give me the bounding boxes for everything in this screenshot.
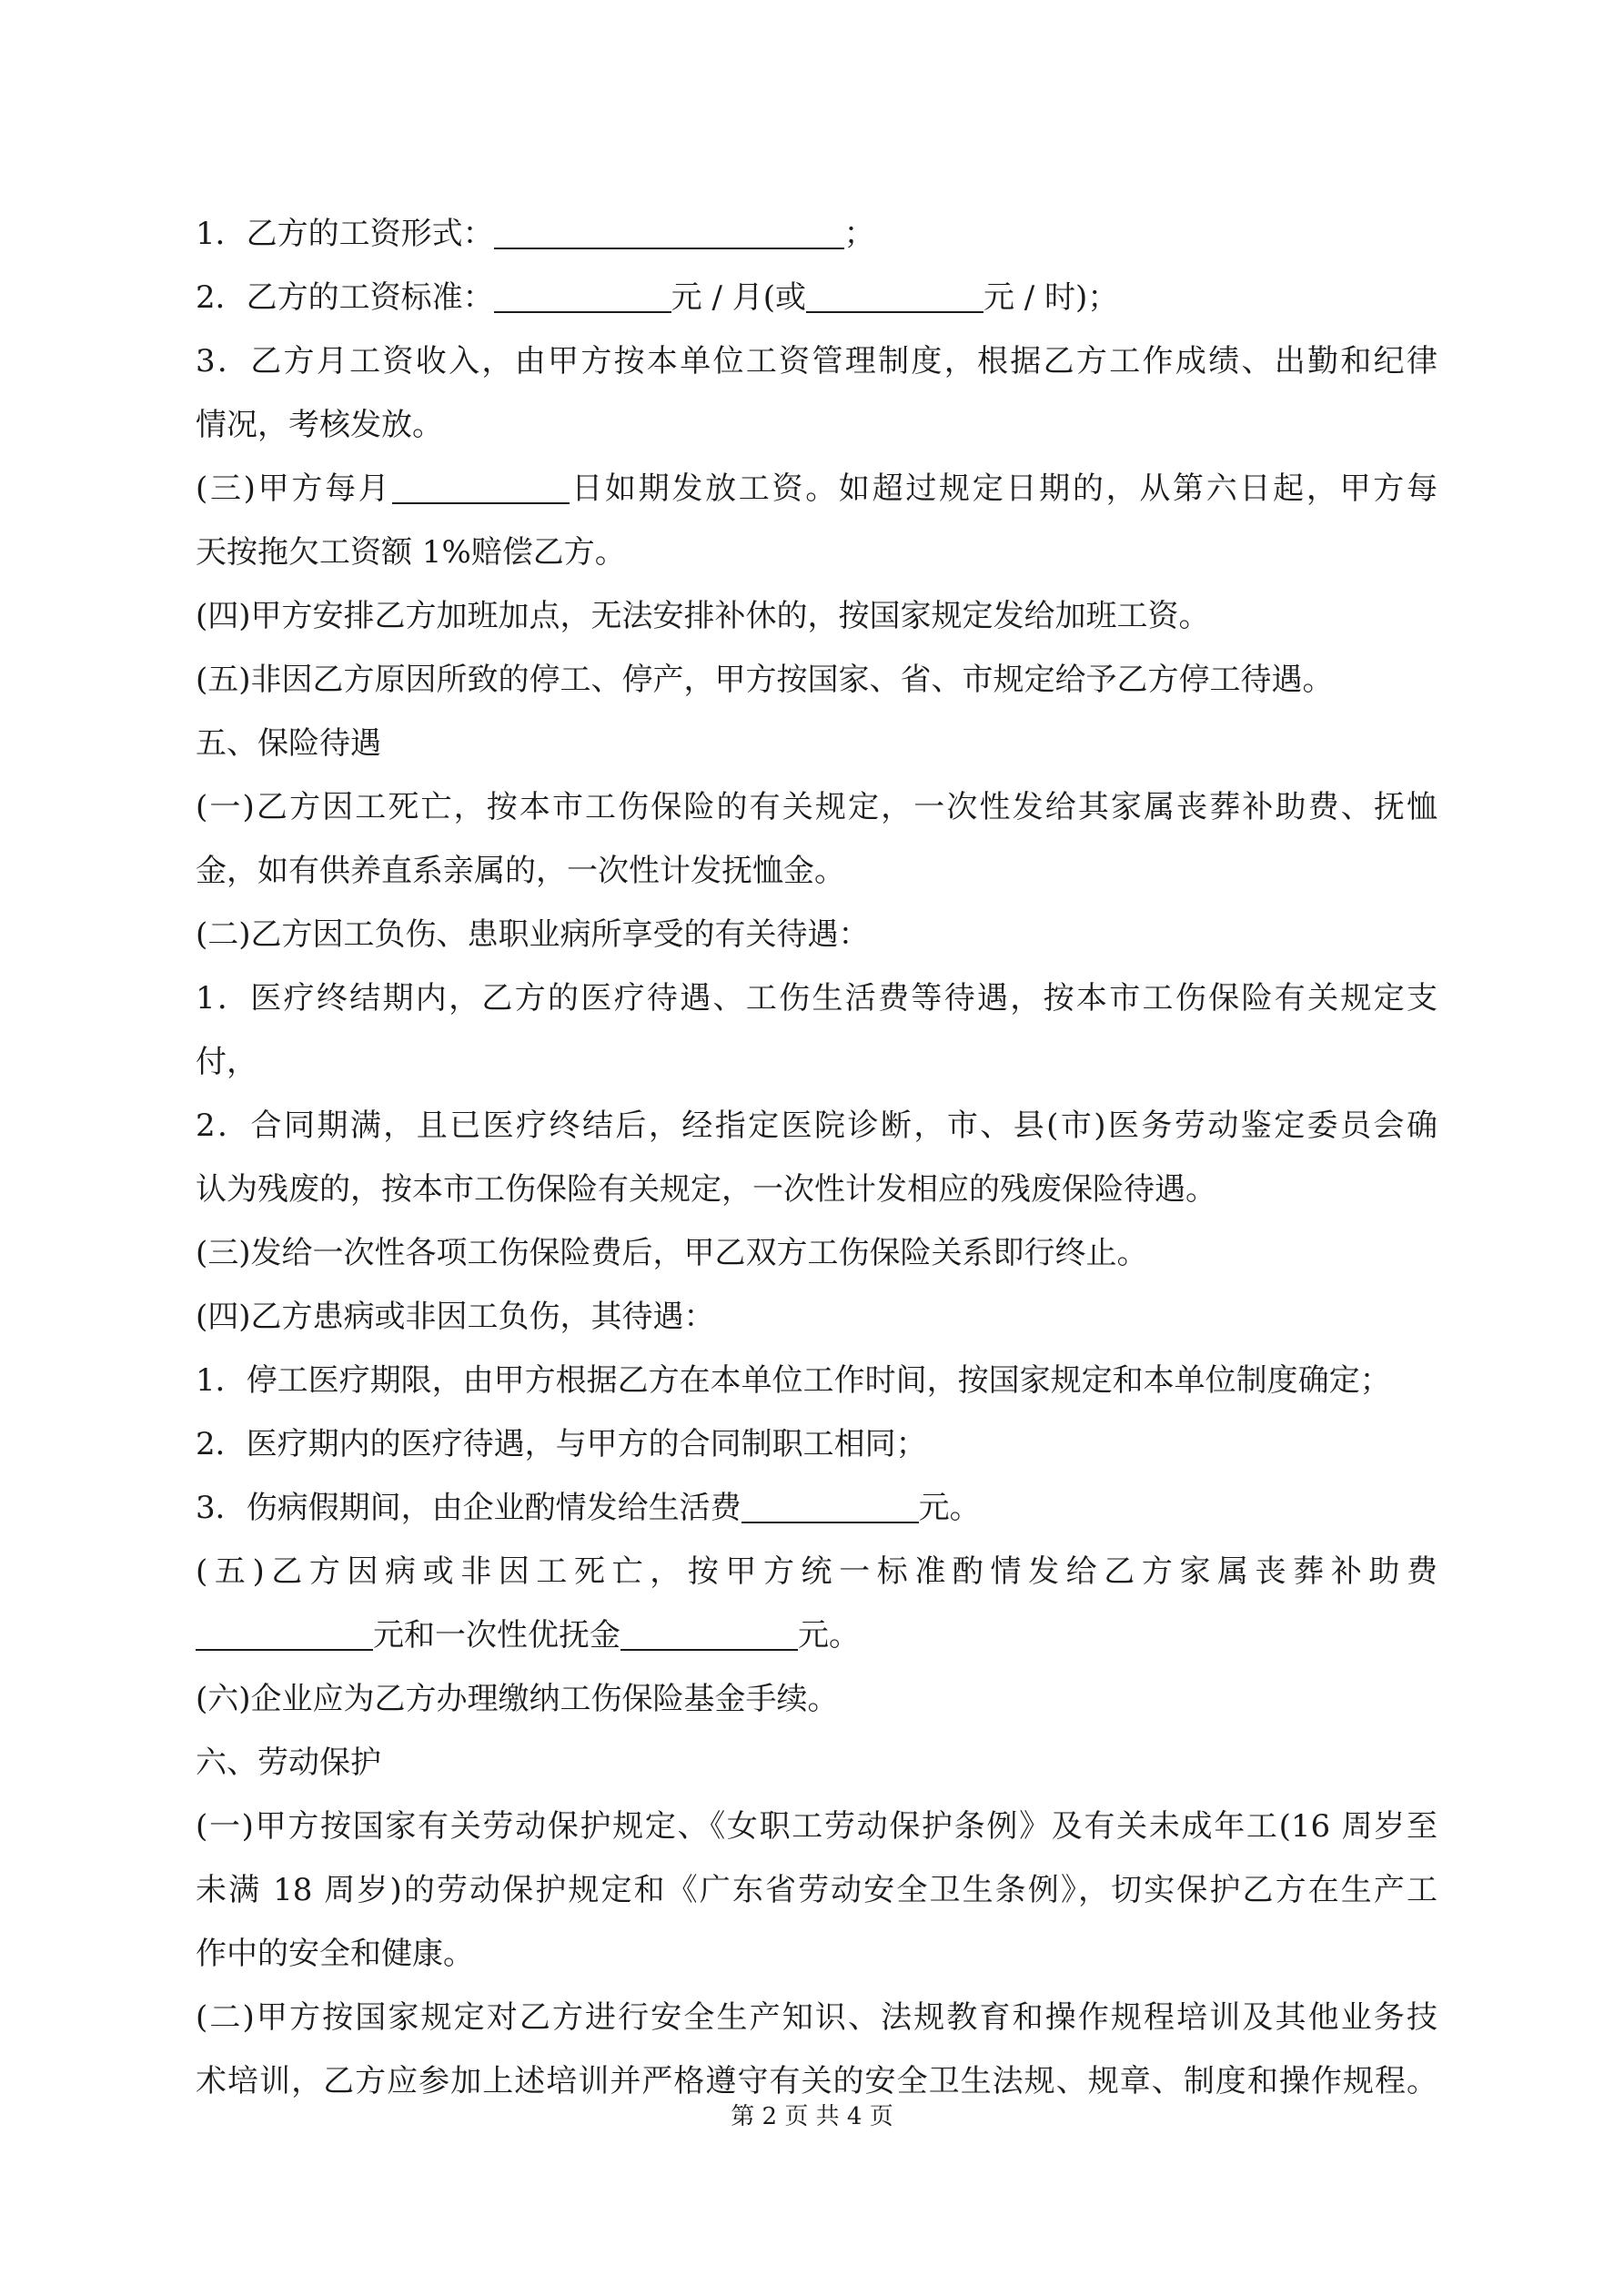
wage-form-blank xyxy=(494,217,844,249)
text-line: (三)发给一次性各项工伤保险费后，甲乙双方工伤保险关系即行终止。 xyxy=(196,1235,1148,1271)
text-line: 天按拖欠工资额 1%赔偿乙方。 xyxy=(196,534,626,571)
text-line: (五)乙方因病或非因工死亡，按甲方统一标准酌情发给乙方家属丧葬补助费 xyxy=(196,1553,1437,1590)
section-heading: 六、劳动保护 xyxy=(196,1745,381,1781)
text-line: 作中的安全和健康。 xyxy=(196,1936,474,1972)
funeral-allowance-line: 元和一次性优抚金 元。 xyxy=(196,1603,1437,1667)
text-line: 认为残废的，按本市工伤保险有关规定，一次性计发相应的残废保险待遇。 xyxy=(196,1171,1216,1208)
monthly-wage-blank xyxy=(494,280,671,313)
text-line: 付， xyxy=(196,1044,257,1080)
wage-standard-label: 2．乙方的工资标准： xyxy=(196,279,494,316)
text-line: 未满 18 周岁)的劳动保护规定和《广东省劳动安全卫生条例》，切实保护乙方在生产工 xyxy=(196,1872,1437,1908)
text-line: (二)乙方因工负伤、患职业病所享受的有关待遇： xyxy=(196,916,870,953)
wage-form-label: 1．乙方的工资形式： xyxy=(196,216,494,252)
text-line: 情况，考核发放。 xyxy=(196,407,443,443)
page-number-footer: 第 2 页 共 4 页 xyxy=(731,2103,893,2130)
text-line: (五)非因乙方原因所致的停工、停产，甲方按国家、省、市规定给予乙方停工待遇。 xyxy=(196,662,1334,698)
living-allowance-blank xyxy=(741,1491,919,1523)
text-line: (二)甲方按国家规定对乙方进行安全生产知识、法规教育和操作规程培训及其他业务技 xyxy=(196,1999,1437,2036)
text-line: 1．停工医疗期限，由甲方根据乙方在本单位工作时间，按国家规定和本单位制度确定； xyxy=(196,1362,1391,1399)
document-body xyxy=(196,202,1437,2113)
text-line: 2．医疗期内的医疗待遇，与甲方的合同制职工相同； xyxy=(196,1426,927,1462)
text-line: 金，如有供养直系亲属的，一次性计发抚恤金。 xyxy=(196,853,845,889)
pay-day-blank xyxy=(392,471,570,504)
text-line: (四)甲方安排乙方加班加点，无法安排补休的，按国家规定发给加班工资。 xyxy=(196,598,1210,634)
text-line: 3．乙方月工资收入，由甲方按本单位工资管理制度，根据乙方工作成绩、出勤和纪律 xyxy=(196,343,1437,379)
text-line: 术培训，乙方应参加上述培训并严格遵守有关的安全卫生法规、规章、制度和操作规程。 xyxy=(196,2063,1437,2099)
text-line: (一)乙方因工死亡，按本市工伤保险的有关规定，一次性发给其家属丧葬补助费、抚恤 xyxy=(196,789,1437,825)
hourly-wage-blank xyxy=(806,280,983,313)
funeral-allowance-blank xyxy=(196,1618,373,1651)
living-allowance-line: 3．伤病假期间，由企业酌情发给生活费 元。 xyxy=(196,1490,981,1526)
text-line: 1．医疗终结期内，乙方的医疗待遇、工伤生活费等待遇，按本市工伤保险有关规定支 xyxy=(196,980,1437,1017)
text-line: 2．合同期满，且已医疗终结后，经指定医院诊断，市、县(市)医务劳动鉴定委员会确 xyxy=(196,1108,1437,1144)
text-line: (六)企业应为乙方办理缴纳工伤保险基金手续。 xyxy=(196,1681,839,1717)
wage-form-line: 1．乙方的工资形式： ； xyxy=(196,216,875,252)
compensation-blank xyxy=(620,1618,798,1651)
pay-day-line: (三)甲方每月 日如期发放工资。如超过规定日期的，从第六日起，甲方每 xyxy=(196,470,1437,507)
section-heading: 五、保险待遇 xyxy=(196,725,381,762)
text-line: (一)甲方按国家有关劳动保护规定、《女职工劳动保护条例》及有关未成年工(16 周岁至 xyxy=(196,1808,1437,1845)
wage-standard-line: 2．乙方的工资标准： 元 / 月(或 元 / 时)； xyxy=(196,279,1119,316)
text-line: (四)乙方患病或非因工负伤，其待遇： xyxy=(196,1299,715,1335)
